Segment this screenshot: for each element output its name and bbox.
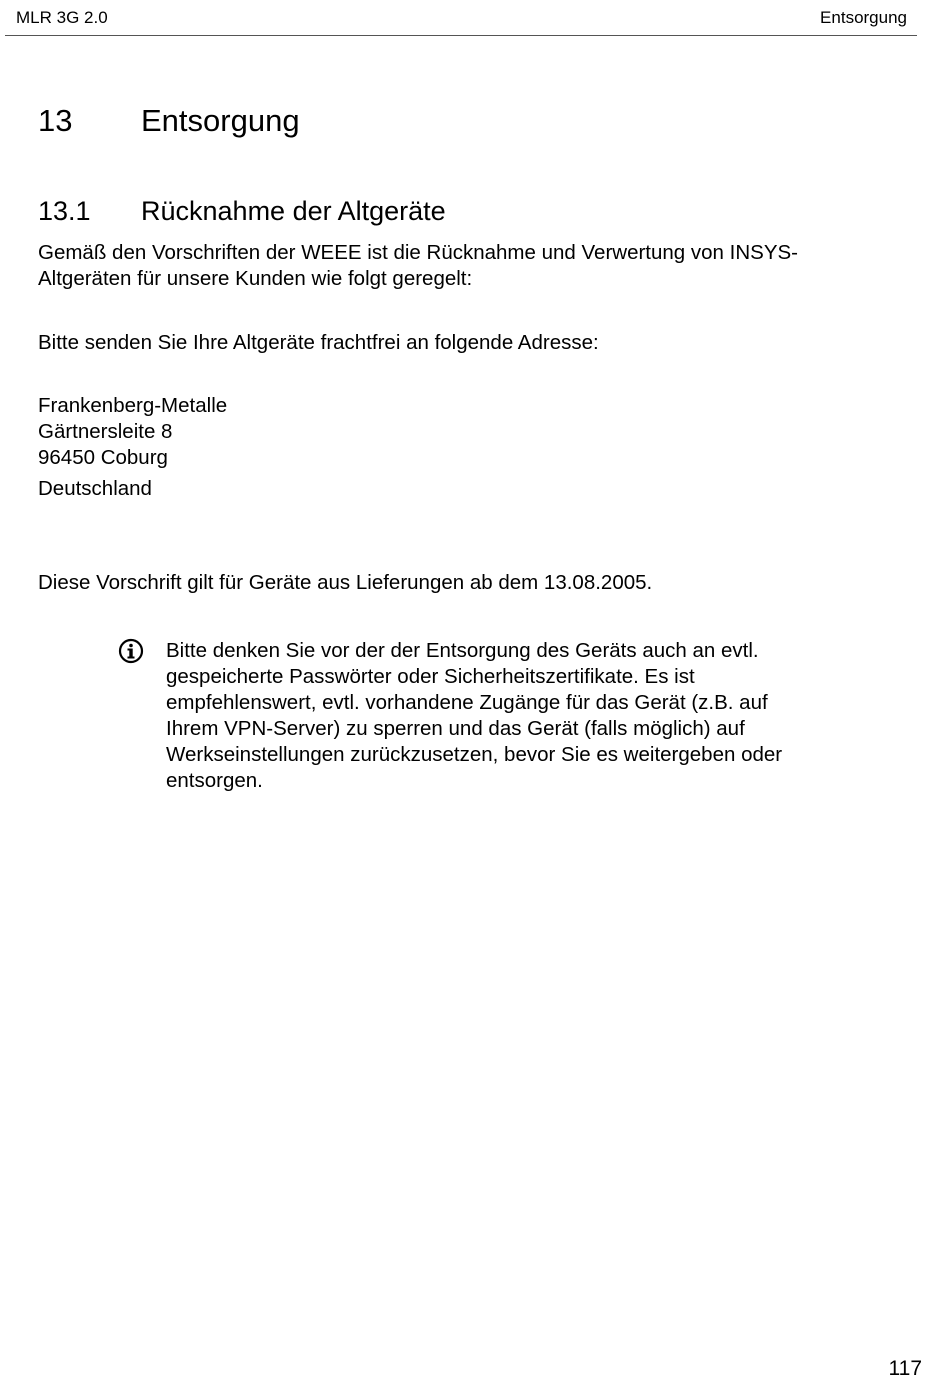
return-address: [38, 393, 227, 502]
note-line: empfehlenswert, evtl. vorhandene Zugänge für das Gerät (z.B. auf: [166, 691, 768, 714]
note-line: Ihrem VPN-Server) zu sperren und das Gerät (falls möglich) auf: [166, 717, 745, 740]
section-heading: [38, 196, 446, 227]
section-number: 13.1: [38, 196, 91, 226]
chapter-number: 13: [38, 103, 73, 138]
running-header: [5, 0, 917, 36]
note-line: Bitte denken Sie vor der der Entsorgung des Geräts auch an evtl.: [166, 639, 759, 662]
address-city: 96450 Coburg: [38, 446, 168, 469]
header-chapter-name: Entsorgung: [820, 8, 907, 27]
note-line: Werkseinstellungen zurückzusetzen, bevor Sie es weitergeben oder: [166, 743, 783, 766]
send-instruction: Bitte senden Sie Ihre Altgeräte frachtfrei an folgende Adresse:: [38, 331, 599, 354]
intro-line: Altgeräten für unsere Kunden wie folgt geregelt:: [38, 267, 473, 290]
section-title: Rücknahme der Altgeräte: [141, 196, 446, 226]
note-line: entsorgen.: [166, 769, 263, 792]
header-document-title: MLR 3G 2.0: [16, 8, 108, 27]
chapter-title: Entsorgung: [141, 103, 300, 138]
intro-line: Gemäß den Vorschriften der WEEE ist die Rücknahme und Verwertung von INSYS-: [38, 241, 798, 264]
info-icon: [118, 638, 144, 664]
note-text: [166, 638, 866, 794]
address-company: Frankenberg-Metalle: [38, 394, 228, 417]
note-line: gespeicherte Passwörter oder Sicherheitszertifikate. Es ist: [166, 665, 695, 688]
address-street: Gärtnersleite 8: [38, 420, 173, 443]
validity-statement: Diese Vorschrift gilt für Geräte aus Lieferungen ab dem 13.08.2005.: [38, 571, 653, 594]
page-number: 117: [888, 1357, 922, 1380]
chapter-heading: [38, 103, 300, 139]
intro-paragraph: [38, 240, 798, 292]
address-country: Deutschland: [38, 477, 152, 500]
